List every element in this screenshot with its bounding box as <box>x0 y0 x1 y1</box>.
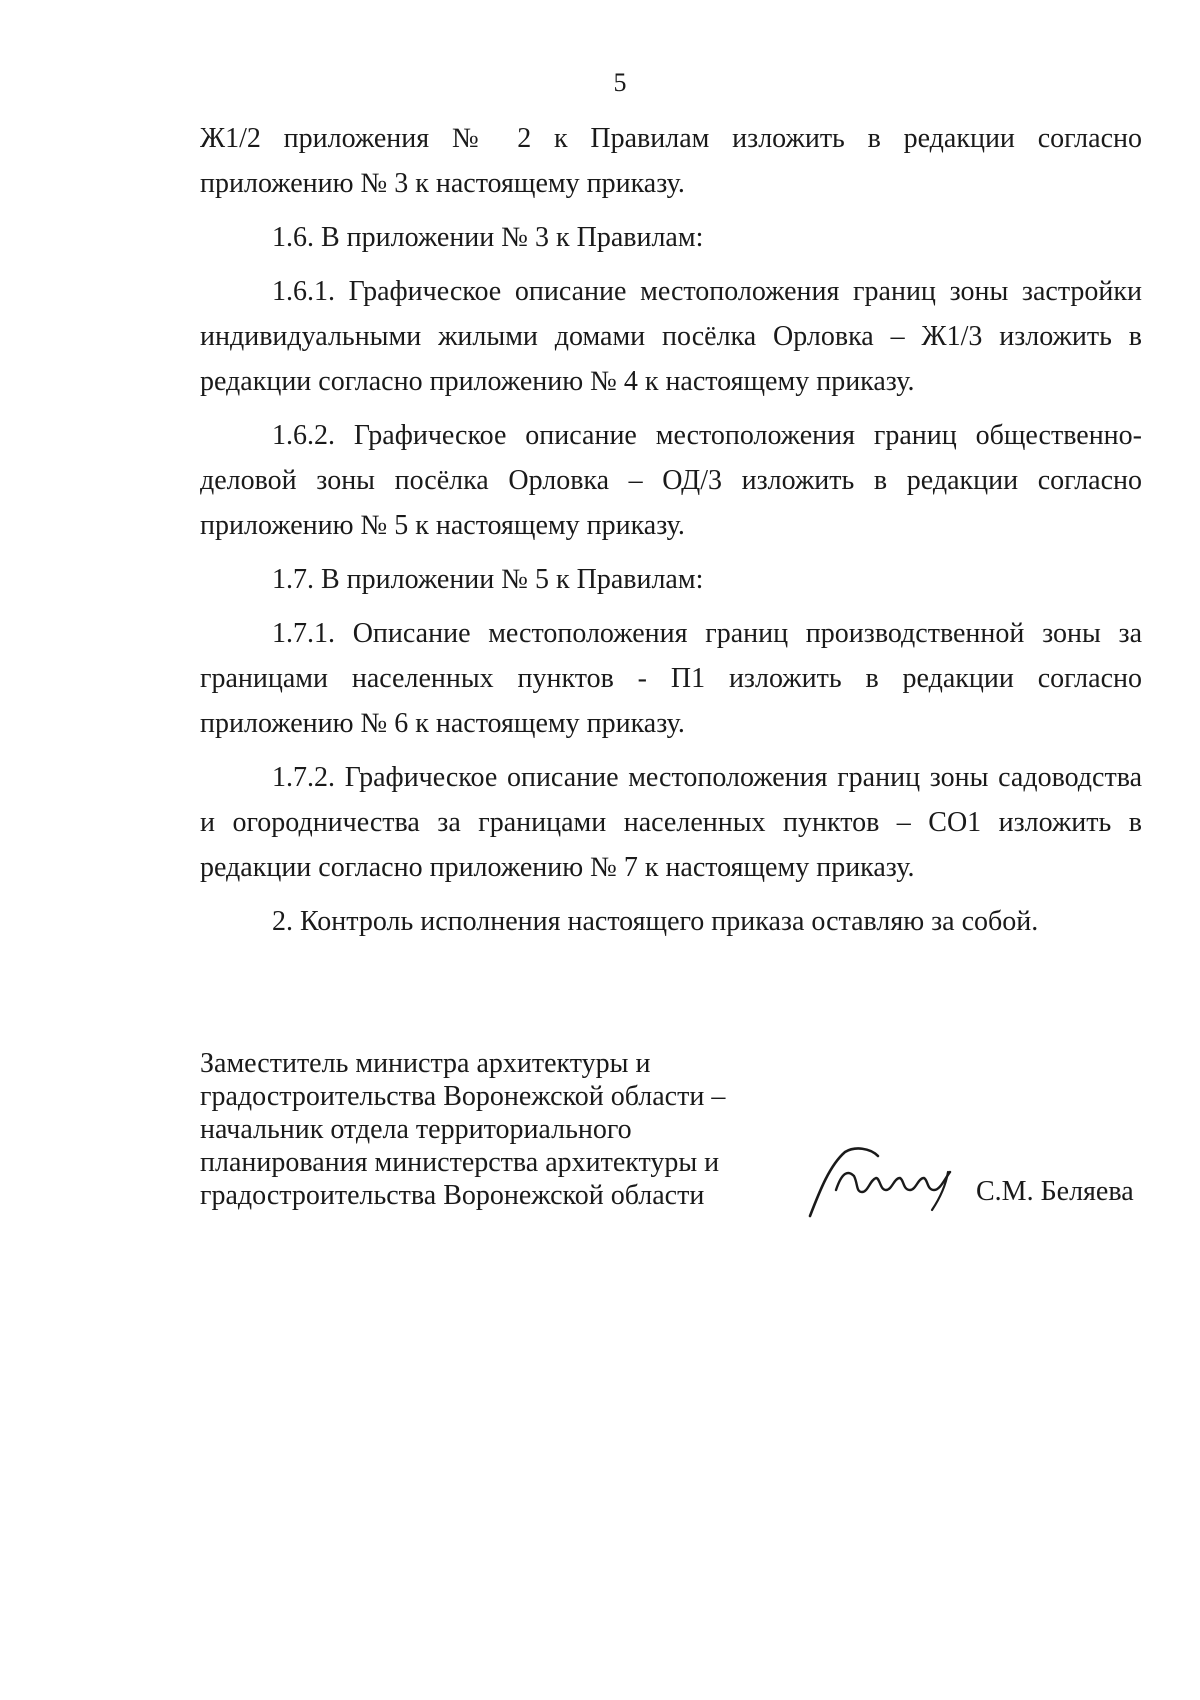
position-line: градостроительства Воронежской области – <box>200 1081 726 1112</box>
position-line: градостроительства Воронежской области <box>200 1180 705 1211</box>
position-line: начальник отдела территориального <box>200 1114 632 1145</box>
paragraph-1-6: 1.6. В приложении № 3 к Правилам: <box>272 222 704 253</box>
paragraph-1-7-2: 1.7.2. Графическое описание местоположения границ зоны садоводства и огородничества за границами населенных пунктов – СО1 изложить в редакции согласно приложению № 7 к настоящему приказу. <box>200 762 1142 883</box>
page-number: 5 <box>613 68 627 97</box>
paragraph-1-6-1: 1.6.1. Графическое описание местоположения границ зоны застройки индивидуальными жилыми домами посёлка Орловка – Ж1/3 изложить в редакции согласно приложению № 4 к настоящему приказу. <box>200 276 1142 397</box>
paragraph-2: 2. Контроль исполнения настоящего приказа оставляю за собой. <box>272 906 1039 937</box>
position-line: планирования министерства архитектуры и <box>200 1147 720 1178</box>
signer-name: С.М. Беляева <box>976 1176 1134 1207</box>
paragraph-continuation: Ж1/2 приложения № 2 к Правилам изложить в редакции согласно приложению № 3 к настоящему приказу. <box>200 123 1142 199</box>
paragraph-1-7-1: 1.7.1. Описание местоположения границ производственной зоны за границами населенных пунктов - П1 изложить в редакции согласно приложению № 6 к настоящему приказу. <box>200 618 1142 739</box>
document-body <box>200 116 1142 953</box>
handwritten-signature <box>800 1140 970 1220</box>
paragraph-1-6-2: 1.6.2. Графическое описание местоположения границ общественно-деловой зоны посёлка Орловка – ОД/3 изложить в редакции согласно приложению № 5 к настоящему приказу. <box>200 420 1142 541</box>
paragraph-1-7: 1.7. В приложении № 5 к Правилам: <box>272 564 704 595</box>
position-line: Заместитель министра архитектуры и <box>200 1048 651 1079</box>
signatory-position <box>200 1047 760 1212</box>
